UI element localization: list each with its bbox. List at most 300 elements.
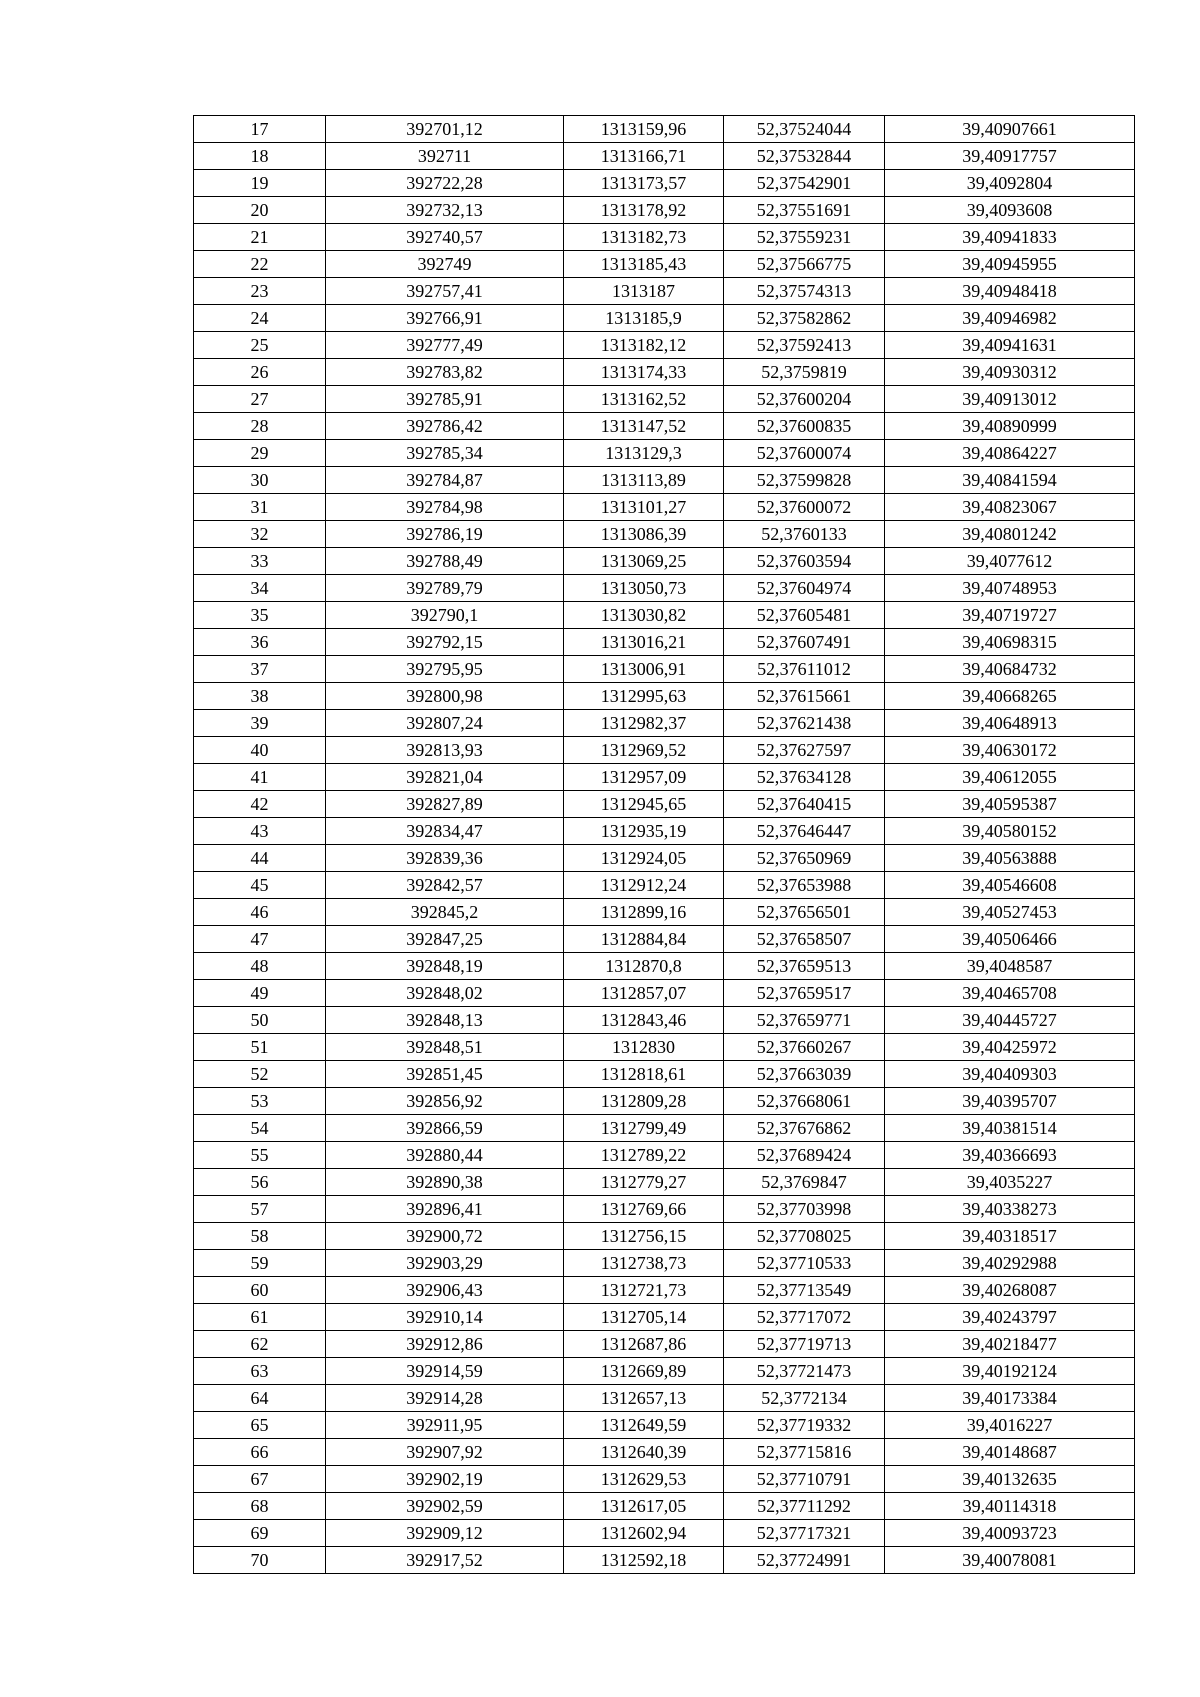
table-row xyxy=(194,1061,1135,1088)
y-coordinate-cell: 1312669,89 xyxy=(564,1358,724,1385)
longitude-cell: 39,40465708 xyxy=(885,980,1135,1007)
longitude-cell: 39,40719727 xyxy=(885,602,1135,629)
y-coordinate-cell: 1313182,12 xyxy=(564,332,724,359)
x-coordinate-cell: 392784,98 xyxy=(326,494,564,521)
point-number-cell: 24 xyxy=(194,305,326,332)
x-coordinate-cell: 392911,95 xyxy=(326,1412,564,1439)
point-number-cell: 48 xyxy=(194,953,326,980)
point-number-cell: 69 xyxy=(194,1520,326,1547)
point-number-cell: 34 xyxy=(194,575,326,602)
latitude-cell: 52,37650969 xyxy=(724,845,885,872)
table-row xyxy=(194,575,1135,602)
y-coordinate-cell: 1313113,89 xyxy=(564,467,724,494)
y-coordinate-cell: 1312602,94 xyxy=(564,1520,724,1547)
longitude-cell: 39,40395707 xyxy=(885,1088,1135,1115)
point-number-cell: 17 xyxy=(194,116,326,143)
y-coordinate-cell: 1312935,19 xyxy=(564,818,724,845)
point-number-cell: 32 xyxy=(194,521,326,548)
point-number-cell: 31 xyxy=(194,494,326,521)
latitude-cell: 52,37703998 xyxy=(724,1196,885,1223)
table-row xyxy=(194,845,1135,872)
longitude-cell: 39,40425972 xyxy=(885,1034,1135,1061)
point-number-cell: 62 xyxy=(194,1331,326,1358)
x-coordinate-cell: 392792,15 xyxy=(326,629,564,656)
longitude-cell: 39,40218477 xyxy=(885,1331,1135,1358)
x-coordinate-cell: 392848,19 xyxy=(326,953,564,980)
point-number-cell: 19 xyxy=(194,170,326,197)
latitude-cell: 52,37600074 xyxy=(724,440,885,467)
latitude-cell: 52,37603594 xyxy=(724,548,885,575)
table-row xyxy=(194,305,1135,332)
x-coordinate-cell: 392757,41 xyxy=(326,278,564,305)
y-coordinate-cell: 1313129,3 xyxy=(564,440,724,467)
table-row xyxy=(194,872,1135,899)
table-row xyxy=(194,278,1135,305)
longitude-cell: 39,40698315 xyxy=(885,629,1135,656)
longitude-cell: 39,40913012 xyxy=(885,386,1135,413)
x-coordinate-cell: 392732,13 xyxy=(326,197,564,224)
x-coordinate-cell: 392789,79 xyxy=(326,575,564,602)
latitude-cell: 52,37599828 xyxy=(724,467,885,494)
y-coordinate-cell: 1313016,21 xyxy=(564,629,724,656)
longitude-cell: 39,40907661 xyxy=(885,116,1135,143)
latitude-cell: 52,37719332 xyxy=(724,1412,885,1439)
longitude-cell: 39,40864227 xyxy=(885,440,1135,467)
table-row xyxy=(194,1358,1135,1385)
longitude-cell: 39,4077612 xyxy=(885,548,1135,575)
longitude-cell: 39,40148687 xyxy=(885,1439,1135,1466)
point-number-cell: 54 xyxy=(194,1115,326,1142)
point-number-cell: 57 xyxy=(194,1196,326,1223)
latitude-cell: 52,37532844 xyxy=(724,143,885,170)
longitude-cell: 39,40841594 xyxy=(885,467,1135,494)
latitude-cell: 52,37604974 xyxy=(724,575,885,602)
point-number-cell: 45 xyxy=(194,872,326,899)
y-coordinate-cell: 1312789,22 xyxy=(564,1142,724,1169)
x-coordinate-cell: 392900,72 xyxy=(326,1223,564,1250)
y-coordinate-cell: 1312769,66 xyxy=(564,1196,724,1223)
latitude-cell: 52,37659771 xyxy=(724,1007,885,1034)
y-coordinate-cell: 1313187 xyxy=(564,278,724,305)
latitude-cell: 52,3760133 xyxy=(724,521,885,548)
y-coordinate-cell: 1313178,92 xyxy=(564,197,724,224)
table-row xyxy=(194,1331,1135,1358)
point-number-cell: 22 xyxy=(194,251,326,278)
latitude-cell: 52,37659513 xyxy=(724,953,885,980)
latitude-cell: 52,37574313 xyxy=(724,278,885,305)
latitude-cell: 52,37713549 xyxy=(724,1277,885,1304)
table-row xyxy=(194,332,1135,359)
longitude-cell: 39,40527453 xyxy=(885,899,1135,926)
point-number-cell: 27 xyxy=(194,386,326,413)
table-row xyxy=(194,224,1135,251)
x-coordinate-cell: 392845,2 xyxy=(326,899,564,926)
point-number-cell: 47 xyxy=(194,926,326,953)
x-coordinate-cell: 392896,41 xyxy=(326,1196,564,1223)
latitude-cell: 52,37524044 xyxy=(724,116,885,143)
longitude-cell: 39,40292988 xyxy=(885,1250,1135,1277)
latitude-cell: 52,37653988 xyxy=(724,872,885,899)
table-row xyxy=(194,764,1135,791)
point-number-cell: 58 xyxy=(194,1223,326,1250)
longitude-cell: 39,40563888 xyxy=(885,845,1135,872)
y-coordinate-cell: 1313159,96 xyxy=(564,116,724,143)
table-row xyxy=(194,1007,1135,1034)
y-coordinate-cell: 1312830 xyxy=(564,1034,724,1061)
x-coordinate-cell: 392740,57 xyxy=(326,224,564,251)
y-coordinate-cell: 1312870,8 xyxy=(564,953,724,980)
longitude-cell: 39,40580152 xyxy=(885,818,1135,845)
y-coordinate-cell: 1312857,07 xyxy=(564,980,724,1007)
longitude-cell: 39,4048587 xyxy=(885,953,1135,980)
x-coordinate-cell: 392848,51 xyxy=(326,1034,564,1061)
table-row xyxy=(194,629,1135,656)
longitude-cell: 39,40930312 xyxy=(885,359,1135,386)
latitude-cell: 52,37592413 xyxy=(724,332,885,359)
table-row xyxy=(194,1142,1135,1169)
x-coordinate-cell: 392785,34 xyxy=(326,440,564,467)
latitude-cell: 52,37621438 xyxy=(724,710,885,737)
x-coordinate-cell: 392917,52 xyxy=(326,1547,564,1574)
point-number-cell: 46 xyxy=(194,899,326,926)
y-coordinate-cell: 1312995,63 xyxy=(564,683,724,710)
y-coordinate-cell: 1313173,57 xyxy=(564,170,724,197)
x-coordinate-cell: 392910,14 xyxy=(326,1304,564,1331)
latitude-cell: 52,37634128 xyxy=(724,764,885,791)
longitude-cell: 39,40132635 xyxy=(885,1466,1135,1493)
y-coordinate-cell: 1313006,91 xyxy=(564,656,724,683)
table-row xyxy=(194,953,1135,980)
longitude-cell: 39,40381514 xyxy=(885,1115,1135,1142)
table-row xyxy=(194,980,1135,1007)
latitude-cell: 52,37582862 xyxy=(724,305,885,332)
point-number-cell: 68 xyxy=(194,1493,326,1520)
y-coordinate-cell: 1312657,13 xyxy=(564,1385,724,1412)
longitude-cell: 39,40801242 xyxy=(885,521,1135,548)
point-number-cell: 35 xyxy=(194,602,326,629)
table-row xyxy=(194,467,1135,494)
y-coordinate-cell: 1313086,39 xyxy=(564,521,724,548)
y-coordinate-cell: 1312884,84 xyxy=(564,926,724,953)
point-number-cell: 18 xyxy=(194,143,326,170)
table-row xyxy=(194,1547,1135,1574)
y-coordinate-cell: 1312617,05 xyxy=(564,1493,724,1520)
table-row xyxy=(194,413,1135,440)
latitude-cell: 52,37640415 xyxy=(724,791,885,818)
x-coordinate-cell: 392834,47 xyxy=(326,818,564,845)
x-coordinate-cell: 392783,82 xyxy=(326,359,564,386)
x-coordinate-cell: 392866,59 xyxy=(326,1115,564,1142)
longitude-cell: 39,40823067 xyxy=(885,494,1135,521)
y-coordinate-cell: 1313185,9 xyxy=(564,305,724,332)
x-coordinate-cell: 392785,91 xyxy=(326,386,564,413)
longitude-cell: 39,40506466 xyxy=(885,926,1135,953)
coordinates-table-body xyxy=(194,116,1135,1574)
table-row xyxy=(194,548,1135,575)
point-number-cell: 50 xyxy=(194,1007,326,1034)
table-row xyxy=(194,737,1135,764)
y-coordinate-cell: 1312899,16 xyxy=(564,899,724,926)
y-coordinate-cell: 1312738,73 xyxy=(564,1250,724,1277)
x-coordinate-cell: 392711 xyxy=(326,143,564,170)
longitude-cell: 39,4035227 xyxy=(885,1169,1135,1196)
x-coordinate-cell: 392749 xyxy=(326,251,564,278)
latitude-cell: 52,37658507 xyxy=(724,926,885,953)
table-row xyxy=(194,440,1135,467)
latitude-cell: 52,37656501 xyxy=(724,899,885,926)
y-coordinate-cell: 1313147,52 xyxy=(564,413,724,440)
point-number-cell: 21 xyxy=(194,224,326,251)
longitude-cell: 39,40409303 xyxy=(885,1061,1135,1088)
x-coordinate-cell: 392902,19 xyxy=(326,1466,564,1493)
x-coordinate-cell: 392914,28 xyxy=(326,1385,564,1412)
longitude-cell: 39,40630172 xyxy=(885,737,1135,764)
longitude-cell: 39,40941833 xyxy=(885,224,1135,251)
longitude-cell: 39,40890999 xyxy=(885,413,1135,440)
x-coordinate-cell: 392848,02 xyxy=(326,980,564,1007)
table-row xyxy=(194,1520,1135,1547)
point-number-cell: 42 xyxy=(194,791,326,818)
x-coordinate-cell: 392890,38 xyxy=(326,1169,564,1196)
longitude-cell: 39,40612055 xyxy=(885,764,1135,791)
point-number-cell: 59 xyxy=(194,1250,326,1277)
point-number-cell: 38 xyxy=(194,683,326,710)
y-coordinate-cell: 1313030,82 xyxy=(564,602,724,629)
x-coordinate-cell: 392880,44 xyxy=(326,1142,564,1169)
latitude-cell: 52,37724991 xyxy=(724,1547,885,1574)
table-row xyxy=(194,1439,1135,1466)
point-number-cell: 55 xyxy=(194,1142,326,1169)
y-coordinate-cell: 1312649,59 xyxy=(564,1412,724,1439)
x-coordinate-cell: 392848,13 xyxy=(326,1007,564,1034)
point-number-cell: 52 xyxy=(194,1061,326,1088)
table-row xyxy=(194,1493,1135,1520)
longitude-cell: 39,40546608 xyxy=(885,872,1135,899)
y-coordinate-cell: 1313185,43 xyxy=(564,251,724,278)
latitude-cell: 52,37715816 xyxy=(724,1439,885,1466)
x-coordinate-cell: 392906,43 xyxy=(326,1277,564,1304)
y-coordinate-cell: 1312945,65 xyxy=(564,791,724,818)
table-row xyxy=(194,818,1135,845)
table-row xyxy=(194,926,1135,953)
table-row xyxy=(194,1277,1135,1304)
point-number-cell: 28 xyxy=(194,413,326,440)
longitude-cell: 39,40318517 xyxy=(885,1223,1135,1250)
table-row xyxy=(194,899,1135,926)
latitude-cell: 52,3772134 xyxy=(724,1385,885,1412)
x-coordinate-cell: 392701,12 xyxy=(326,116,564,143)
latitude-cell: 52,37660267 xyxy=(724,1034,885,1061)
x-coordinate-cell: 392795,95 xyxy=(326,656,564,683)
x-coordinate-cell: 392790,1 xyxy=(326,602,564,629)
x-coordinate-cell: 392821,04 xyxy=(326,764,564,791)
longitude-cell: 39,40945955 xyxy=(885,251,1135,278)
longitude-cell: 39,40268087 xyxy=(885,1277,1135,1304)
table-row xyxy=(194,1466,1135,1493)
latitude-cell: 52,37611012 xyxy=(724,656,885,683)
y-coordinate-cell: 1312629,53 xyxy=(564,1466,724,1493)
table-row xyxy=(194,1034,1135,1061)
table-row xyxy=(194,197,1135,224)
point-number-cell: 51 xyxy=(194,1034,326,1061)
table-row xyxy=(194,359,1135,386)
x-coordinate-cell: 392907,92 xyxy=(326,1439,564,1466)
point-number-cell: 29 xyxy=(194,440,326,467)
longitude-cell: 39,40192124 xyxy=(885,1358,1135,1385)
y-coordinate-cell: 1312912,24 xyxy=(564,872,724,899)
point-number-cell: 39 xyxy=(194,710,326,737)
point-number-cell: 36 xyxy=(194,629,326,656)
x-coordinate-cell: 392902,59 xyxy=(326,1493,564,1520)
latitude-cell: 52,37646447 xyxy=(724,818,885,845)
x-coordinate-cell: 392807,24 xyxy=(326,710,564,737)
y-coordinate-cell: 1313182,73 xyxy=(564,224,724,251)
x-coordinate-cell: 392912,86 xyxy=(326,1331,564,1358)
coordinates-table xyxy=(193,115,1135,1574)
latitude-cell: 52,37600204 xyxy=(724,386,885,413)
x-coordinate-cell: 392842,57 xyxy=(326,872,564,899)
table-row xyxy=(194,1223,1135,1250)
longitude-cell: 39,4016227 xyxy=(885,1412,1135,1439)
y-coordinate-cell: 1313069,25 xyxy=(564,548,724,575)
y-coordinate-cell: 1313166,71 xyxy=(564,143,724,170)
latitude-cell: 52,37559231 xyxy=(724,224,885,251)
point-number-cell: 63 xyxy=(194,1358,326,1385)
point-number-cell: 56 xyxy=(194,1169,326,1196)
latitude-cell: 52,37607491 xyxy=(724,629,885,656)
table-row xyxy=(194,116,1135,143)
point-number-cell: 33 xyxy=(194,548,326,575)
x-coordinate-cell: 392786,42 xyxy=(326,413,564,440)
latitude-cell: 52,37600072 xyxy=(724,494,885,521)
point-number-cell: 37 xyxy=(194,656,326,683)
latitude-cell: 52,37566775 xyxy=(724,251,885,278)
longitude-cell: 39,40595387 xyxy=(885,791,1135,818)
x-coordinate-cell: 392909,12 xyxy=(326,1520,564,1547)
latitude-cell: 52,37717072 xyxy=(724,1304,885,1331)
latitude-cell: 52,37659517 xyxy=(724,980,885,1007)
longitude-cell: 39,40093723 xyxy=(885,1520,1135,1547)
table-row xyxy=(194,170,1135,197)
table-row xyxy=(194,1250,1135,1277)
latitude-cell: 52,37600835 xyxy=(724,413,885,440)
latitude-cell: 52,37689424 xyxy=(724,1142,885,1169)
latitude-cell: 52,37668061 xyxy=(724,1088,885,1115)
table-row xyxy=(194,494,1135,521)
longitude-cell: 39,40648913 xyxy=(885,710,1135,737)
point-number-cell: 20 xyxy=(194,197,326,224)
table-row xyxy=(194,1196,1135,1223)
table-row xyxy=(194,1115,1135,1142)
x-coordinate-cell: 392856,92 xyxy=(326,1088,564,1115)
point-number-cell: 23 xyxy=(194,278,326,305)
point-number-cell: 61 xyxy=(194,1304,326,1331)
latitude-cell: 52,37710791 xyxy=(724,1466,885,1493)
x-coordinate-cell: 392788,49 xyxy=(326,548,564,575)
latitude-cell: 52,37663039 xyxy=(724,1061,885,1088)
point-number-cell: 53 xyxy=(194,1088,326,1115)
point-number-cell: 43 xyxy=(194,818,326,845)
point-number-cell: 64 xyxy=(194,1385,326,1412)
latitude-cell: 52,37708025 xyxy=(724,1223,885,1250)
table-row xyxy=(194,710,1135,737)
x-coordinate-cell: 392786,19 xyxy=(326,521,564,548)
longitude-cell: 39,40243797 xyxy=(885,1304,1135,1331)
longitude-cell: 39,40114318 xyxy=(885,1493,1135,1520)
latitude-cell: 52,37676862 xyxy=(724,1115,885,1142)
x-coordinate-cell: 392839,36 xyxy=(326,845,564,872)
table-row xyxy=(194,1412,1135,1439)
table-row xyxy=(194,143,1135,170)
latitude-cell: 52,37721473 xyxy=(724,1358,885,1385)
table-row xyxy=(194,656,1135,683)
latitude-cell: 52,37627597 xyxy=(724,737,885,764)
y-coordinate-cell: 1312924,05 xyxy=(564,845,724,872)
point-number-cell: 41 xyxy=(194,764,326,791)
table-row xyxy=(194,521,1135,548)
y-coordinate-cell: 1312705,14 xyxy=(564,1304,724,1331)
longitude-cell: 39,40748953 xyxy=(885,575,1135,602)
latitude-cell: 52,37719713 xyxy=(724,1331,885,1358)
table-row xyxy=(194,1169,1135,1196)
x-coordinate-cell: 392777,49 xyxy=(326,332,564,359)
latitude-cell: 52,37615661 xyxy=(724,683,885,710)
x-coordinate-cell: 392914,59 xyxy=(326,1358,564,1385)
latitude-cell: 52,37551691 xyxy=(724,197,885,224)
longitude-cell: 39,40338273 xyxy=(885,1196,1135,1223)
table-row xyxy=(194,602,1135,629)
longitude-cell: 39,40684732 xyxy=(885,656,1135,683)
table-row xyxy=(194,386,1135,413)
x-coordinate-cell: 392784,87 xyxy=(326,467,564,494)
longitude-cell: 39,40173384 xyxy=(885,1385,1135,1412)
table-row xyxy=(194,1385,1135,1412)
longitude-cell: 39,40668265 xyxy=(885,683,1135,710)
x-coordinate-cell: 392903,29 xyxy=(326,1250,564,1277)
longitude-cell: 39,4092804 xyxy=(885,170,1135,197)
y-coordinate-cell: 1312756,15 xyxy=(564,1223,724,1250)
y-coordinate-cell: 1312809,28 xyxy=(564,1088,724,1115)
table-row xyxy=(194,791,1135,818)
y-coordinate-cell: 1312799,49 xyxy=(564,1115,724,1142)
y-coordinate-cell: 1313101,27 xyxy=(564,494,724,521)
y-coordinate-cell: 1312957,09 xyxy=(564,764,724,791)
y-coordinate-cell: 1312969,52 xyxy=(564,737,724,764)
point-number-cell: 40 xyxy=(194,737,326,764)
y-coordinate-cell: 1312687,86 xyxy=(564,1331,724,1358)
x-coordinate-cell: 392766,91 xyxy=(326,305,564,332)
point-number-cell: 30 xyxy=(194,467,326,494)
point-number-cell: 65 xyxy=(194,1412,326,1439)
point-number-cell: 44 xyxy=(194,845,326,872)
x-coordinate-cell: 392722,28 xyxy=(326,170,564,197)
point-number-cell: 26 xyxy=(194,359,326,386)
y-coordinate-cell: 1313174,33 xyxy=(564,359,724,386)
y-coordinate-cell: 1312640,39 xyxy=(564,1439,724,1466)
x-coordinate-cell: 392847,25 xyxy=(326,926,564,953)
x-coordinate-cell: 392813,93 xyxy=(326,737,564,764)
longitude-cell: 39,40445727 xyxy=(885,1007,1135,1034)
latitude-cell: 52,37542901 xyxy=(724,170,885,197)
point-number-cell: 66 xyxy=(194,1439,326,1466)
y-coordinate-cell: 1313162,52 xyxy=(564,386,724,413)
latitude-cell: 52,37711292 xyxy=(724,1493,885,1520)
longitude-cell: 39,40948418 xyxy=(885,278,1135,305)
point-number-cell: 25 xyxy=(194,332,326,359)
point-number-cell: 49 xyxy=(194,980,326,1007)
table-row xyxy=(194,683,1135,710)
longitude-cell: 39,40941631 xyxy=(885,332,1135,359)
